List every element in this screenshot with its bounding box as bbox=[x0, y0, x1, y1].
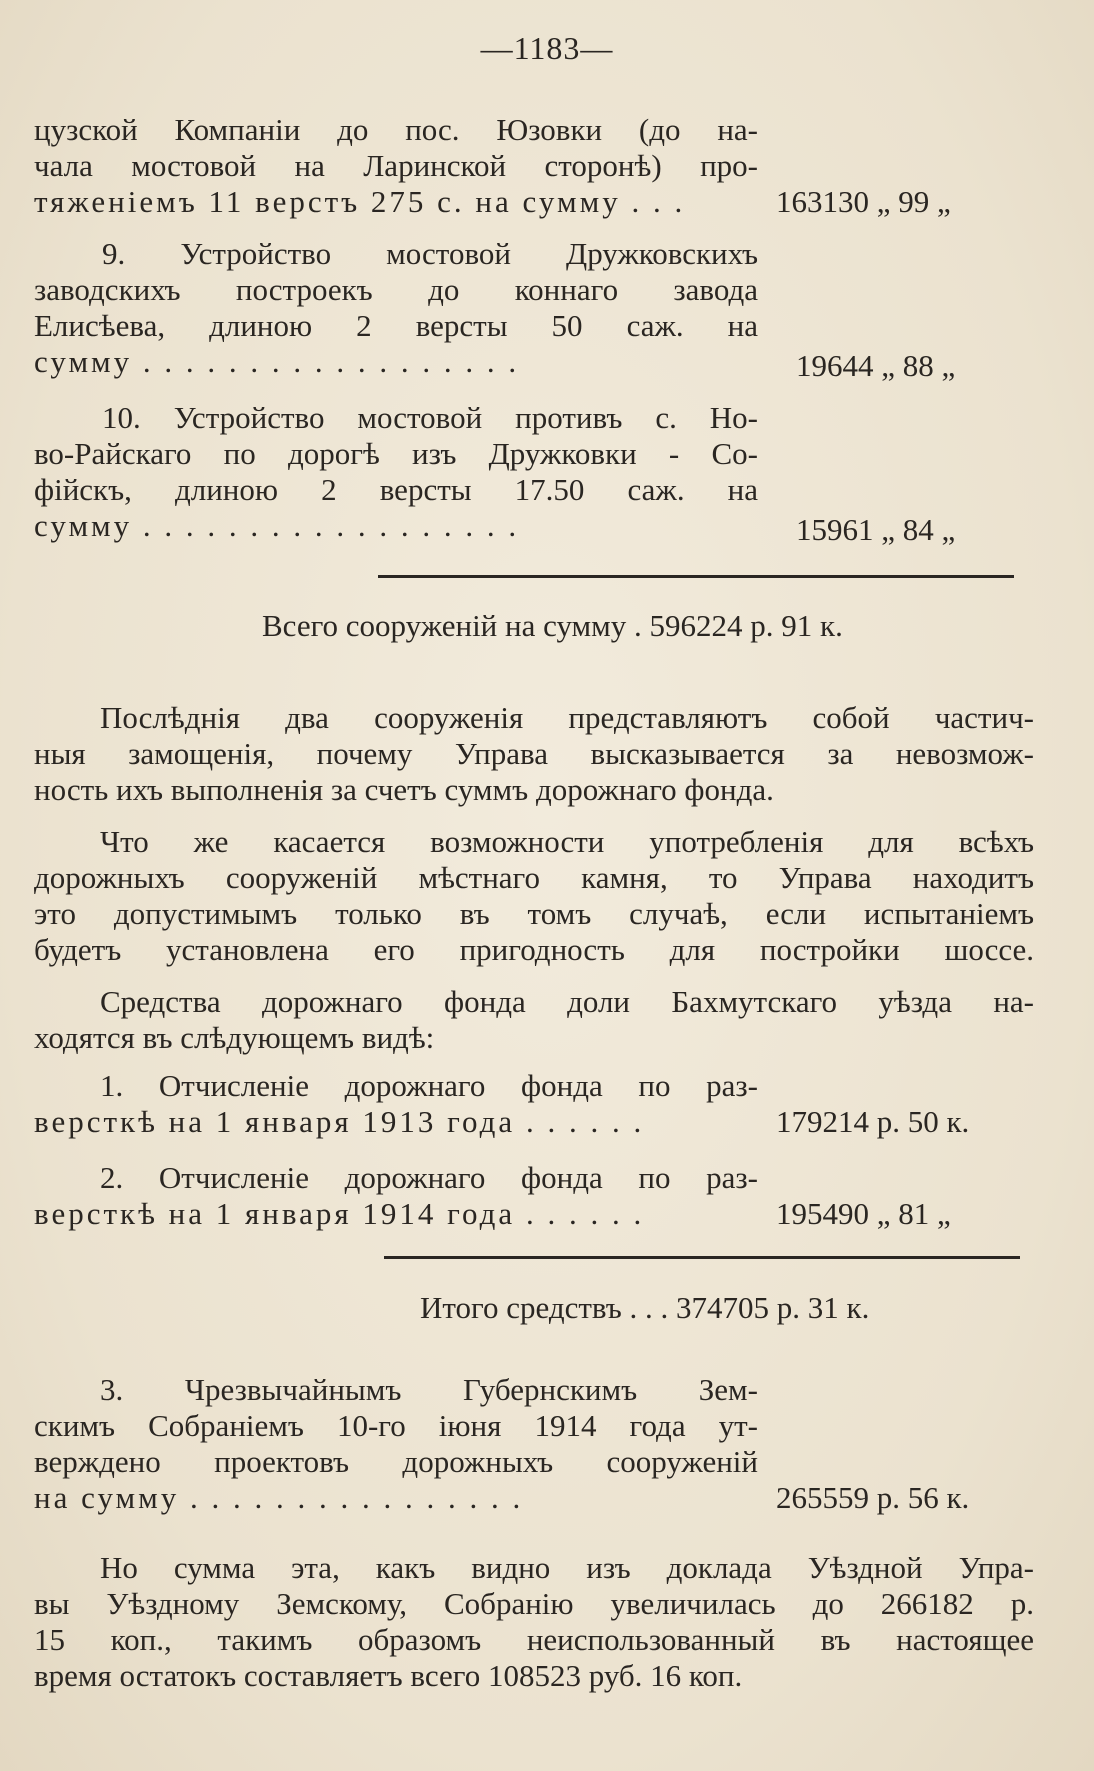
item-3-line-1: 3. Чрезвычайнымъ Губернскимъ Зем- bbox=[100, 1372, 758, 1407]
para-4-line-4: время остатокъ составляетъ всего 108523 руб. 16 коп. bbox=[34, 1658, 743, 1693]
item-1-line-1: цузской Компаніи до пос. Юзовки (до на- bbox=[34, 112, 758, 147]
item-10-line-3: фійскъ, длиною 2 версты 17.50 саж. на bbox=[34, 472, 758, 507]
item-9-amount: 19644 „ 88 „ bbox=[796, 348, 956, 383]
item-10-line-2: во-Райскаго по дорогѣ изъ Дружковки - Со- bbox=[34, 436, 758, 471]
total-funds: Итого средствъ . . . 374705 р. 31 к. bbox=[420, 1290, 870, 1325]
para-1-line-2: ныя замощенія, почему Управа высказывается за невозмож- bbox=[34, 736, 1034, 771]
total-rule-2 bbox=[384, 1256, 1020, 1259]
para-4-line-1: Но сумма эта, какъ видно изъ доклада Уѣздной Упра- bbox=[100, 1550, 1034, 1585]
total-works: Всего сооруженій на сумму . 596224 р. 91 к. bbox=[262, 608, 843, 643]
item-10-line-1: 10. Устройство мостовой противъ с. Но- bbox=[102, 400, 758, 435]
para-3-line-2: ходятся въ слѣдующемъ видѣ: bbox=[34, 1020, 435, 1055]
item-1-last-line: тяженіемъ 11 верстъ 275 с. на сумму . . . bbox=[34, 184, 686, 219]
para-3-line-1: Средства дорожнаго фонда доли Бахмутскаго уѣзда на- bbox=[100, 984, 1034, 1019]
total-rule-1 bbox=[378, 575, 1014, 578]
fund-2-amount: 195490 „ 81 „ bbox=[776, 1196, 951, 1231]
para-4-line-3: 15 коп., такимъ образомъ неиспользованный въ настоящее bbox=[34, 1622, 1034, 1657]
fund-1-line-1: 1. Отчисленіе дорожнаго фонда по раз- bbox=[100, 1068, 758, 1103]
item-9-line-1: 9. Устройство мостовой Дружковскихъ bbox=[102, 236, 758, 271]
para-1-line-1: Послѣднія два сооруженія представляютъ собой частич- bbox=[100, 700, 1034, 735]
para-1-line-3: ность ихъ выполненія за счетъ суммъ дорожнаго фонда. bbox=[34, 772, 774, 807]
item-3-last-line: на сумму . . . . . . . . . . . . . . . . bbox=[34, 1480, 524, 1515]
item-9-last-line: сумму . . . . . . . . . . . . . . . . . . bbox=[34, 344, 520, 379]
fund-2-last-line: версткѣ на 1 января 1914 года . . . . . . bbox=[34, 1196, 645, 1231]
item-3-amount: 265559 р. 56 к. bbox=[776, 1480, 970, 1515]
para-4-line-2: вы Уѣздному Земскому, Собранію увеличилась до 266182 р. bbox=[34, 1586, 1034, 1621]
para-2-line-3: это допустимымъ только въ томъ случаѣ, если испытаніемъ bbox=[34, 896, 1034, 931]
item-9-line-3: Елисѣева, длиною 2 версты 50 саж. на bbox=[34, 308, 758, 343]
para-2-line-2: дорожныхъ сооруженій мѣстнаго камня, то Управа находитъ bbox=[34, 860, 1034, 895]
item-3-line-2: скимъ Собраніемъ 10-го іюня 1914 года ут- bbox=[34, 1408, 758, 1443]
item-10-amount: 15961 „ 84 „ bbox=[796, 512, 956, 547]
item-9-line-2: заводскихъ построекъ до коннаго завода bbox=[34, 272, 758, 307]
item-10-last-line: сумму . . . . . . . . . . . . . . . . . . bbox=[34, 508, 520, 543]
fund-1-amount: 179214 р. 50 к. bbox=[776, 1104, 970, 1139]
para-2-line-4: будетъ установлена его пригодность для постройки шоссе. bbox=[34, 932, 1034, 967]
page-number: —1183— bbox=[480, 30, 614, 66]
item-3-line-3: верждено проектовъ дорожныхъ сооруженій bbox=[34, 1444, 758, 1479]
para-2-line-1: Что же касается возможности употребленія для всѣхъ bbox=[100, 824, 1034, 859]
fund-2-line-1: 2. Отчисленіе дорожнаго фонда по раз- bbox=[100, 1160, 758, 1195]
item-1-amount: 163130 „ 99 „ bbox=[776, 184, 951, 219]
fund-1-last-line: версткѣ на 1 января 1913 года . . . . . . bbox=[34, 1104, 645, 1139]
item-1-line-2: чала мостовой на Ларинской сторонѣ) про- bbox=[34, 148, 758, 183]
